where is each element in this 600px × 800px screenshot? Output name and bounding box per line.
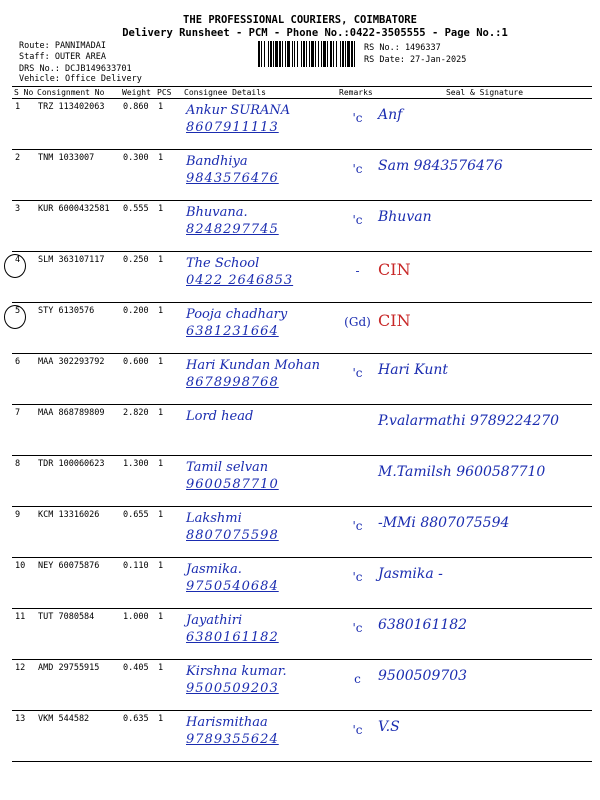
barcode-bar [294, 41, 295, 67]
barcode-bar [303, 41, 305, 67]
consignee-details [182, 660, 337, 711]
barcode-bar [345, 41, 346, 67]
barcode-bar [330, 41, 332, 67]
barcode-bar [287, 41, 290, 67]
consignee-phone: 9789355624 [186, 732, 279, 747]
serial-number-text: 1 [15, 102, 21, 112]
serial-number [12, 609, 35, 660]
consignee-phone: 9843576476 [186, 171, 279, 186]
col-header-weight: Weight [120, 87, 155, 99]
barcode-bar [336, 41, 337, 67]
barcode-bar [306, 41, 307, 67]
drs-number: DRS No.: DCJB149633701 [19, 64, 132, 74]
barcode-bar [315, 41, 316, 67]
table-row [12, 609, 592, 660]
signature [375, 354, 592, 405]
consignment-number: MAA 868789809 [35, 405, 120, 456]
consignee-name: Pooja chadhary [186, 307, 288, 322]
remark-mark: 'c [337, 99, 375, 150]
signature-text: 6380161182 [378, 617, 468, 633]
consignee-details [182, 405, 337, 456]
weight-value: 1.000 [120, 609, 155, 660]
weight-value: 0.110 [120, 558, 155, 609]
signature [375, 456, 592, 507]
serial-number-text: 2 [15, 153, 21, 163]
table-row [12, 252, 592, 303]
serial-number-text: 13 [15, 714, 26, 724]
signature [375, 99, 592, 150]
barcode-bar [273, 41, 274, 67]
weight-value: 2.820 [120, 405, 155, 456]
serial-number-text: 9 [15, 510, 21, 520]
serial-number [12, 456, 35, 507]
signature-text: Anf [378, 107, 403, 123]
pcs-value: 1 [155, 456, 182, 507]
table-header-row [12, 87, 592, 99]
barcode-bar [275, 41, 278, 67]
serial-number [12, 150, 35, 201]
barcode-bar [282, 41, 283, 67]
weight-value: 0.405 [120, 660, 155, 711]
consignee-details [182, 558, 337, 609]
consignee-details [182, 456, 337, 507]
pcs-value: 1 [155, 558, 182, 609]
consignee-details [182, 99, 337, 150]
handwritten-circle-mark [4, 254, 26, 278]
consignee-phone: 0422 2646853 [186, 273, 294, 288]
pcs-value: 1 [155, 711, 182, 762]
serial-number [12, 660, 35, 711]
document-subtitle: Delivery Runsheet - PCM - Phone No.:0422-3505555 - Page No.:1 [122, 27, 508, 39]
barcode-bar [261, 41, 262, 67]
consignee-details [182, 507, 337, 558]
serial-number-text: 4 [15, 255, 21, 265]
barcode-bar [327, 41, 328, 67]
signature [375, 660, 592, 711]
consignee-details [182, 609, 337, 660]
consignee-name: Kirshna kumar. [186, 664, 287, 679]
signature-text: P.valarmathi 9789224270 [378, 413, 560, 429]
consignee-details [182, 201, 337, 252]
serial-number-text: 8 [15, 459, 21, 469]
consignee-name: Lakshmi [186, 511, 242, 526]
consignee-name: The School [186, 256, 260, 271]
signature [375, 303, 592, 354]
remark-mark: 'c [337, 150, 375, 201]
signature [375, 201, 592, 252]
rs-number: RS No.: 1496337 [364, 43, 441, 53]
serial-number [12, 507, 35, 558]
barcode-bar [301, 41, 302, 67]
signature-text: 9500509703 [378, 668, 468, 684]
consignee-details [182, 354, 337, 405]
pcs-value: 1 [155, 354, 182, 405]
weight-value: 0.600 [120, 354, 155, 405]
table-row [12, 303, 592, 354]
col-header-consignee: Consignee Details [182, 87, 337, 99]
signature [375, 150, 592, 201]
signature-text: Bhuvan [378, 209, 432, 225]
serial-number [12, 711, 35, 762]
consignment-number: SLM 363107117 [35, 252, 120, 303]
pcs-value: 1 [155, 609, 182, 660]
signature-text: Jasmika - [378, 566, 443, 582]
consignee-details [182, 150, 337, 201]
pcs-value: 1 [155, 252, 182, 303]
serial-number [12, 201, 35, 252]
consignee-name: Lord head [186, 409, 254, 424]
serial-number-text: 10 [15, 561, 26, 571]
remark-mark: 'c [337, 558, 375, 609]
remark-mark [337, 456, 375, 507]
consignment-number: TDR 100060623 [35, 456, 120, 507]
consignee-name: Jayathiri [186, 613, 243, 628]
consignee-name: Jasmika. [186, 562, 242, 577]
consignee-phone: 8607911113 [186, 120, 279, 135]
barcode-image [258, 41, 356, 67]
signature [375, 405, 592, 456]
table-row [12, 99, 592, 150]
weight-value: 0.555 [120, 201, 155, 252]
pcs-value: 1 [155, 303, 182, 354]
barcode-bar [292, 41, 293, 67]
serial-number [12, 558, 35, 609]
weight-value: 1.300 [120, 456, 155, 507]
vehicle-text: Vehicle: Office Delivery [19, 74, 142, 84]
table-row [12, 507, 592, 558]
pcs-value: 1 [155, 405, 182, 456]
consignee-name: Tamil selvan [186, 460, 269, 475]
consignee-name: Ankur SURANA [186, 103, 291, 118]
consignee-details [182, 711, 337, 762]
signature-text: M.Tamilsh 9600587710 [378, 464, 546, 480]
barcode-bar [309, 41, 310, 67]
signature-text: V.S [378, 719, 400, 735]
consignment-number: TUT 7080584 [35, 609, 120, 660]
consignee-name: Harismithaa [186, 715, 268, 730]
table-row [12, 456, 592, 507]
barcode-bar [270, 41, 272, 67]
serial-number-text: 12 [15, 663, 26, 673]
consignee-phone: 9750540684 [186, 579, 279, 594]
consignment-number: TNM 1033007 [35, 150, 120, 201]
serial-number [12, 99, 35, 150]
pcs-value: 1 [155, 507, 182, 558]
col-header-remarks: Remarks [337, 87, 375, 99]
remark-mark: 'c [337, 609, 375, 660]
rs-date: RS Date: 27-Jan-2025 [364, 55, 467, 65]
serial-number [12, 354, 35, 405]
consignment-number: NEY 60075876 [35, 558, 120, 609]
table-row [12, 660, 592, 711]
serial-number-text: 7 [15, 408, 21, 418]
signature-text: CIN [378, 311, 411, 330]
consignee-name: Bhuvana. [186, 205, 248, 220]
barcode-bar [354, 41, 355, 67]
remark-mark: 'c [337, 201, 375, 252]
table-row [12, 150, 592, 201]
barcode-bar [264, 41, 265, 67]
serial-number [12, 303, 35, 354]
signature [375, 507, 592, 558]
remark-mark [337, 405, 375, 456]
table-row [12, 354, 592, 405]
consignee-phone: 8678998768 [186, 375, 279, 390]
col-header-consignment: Consignment No [35, 87, 120, 99]
barcode-bar [311, 41, 314, 67]
signature [375, 558, 592, 609]
barcode-bar [351, 41, 353, 67]
barcode-bar [342, 41, 344, 67]
serial-number-text: 3 [15, 204, 21, 214]
consignee-name: Hari Kundan Mohan [186, 358, 320, 373]
consignment-number: MAA 302293792 [35, 354, 120, 405]
remark-mark: c [337, 660, 375, 711]
remark-mark: 'c [337, 711, 375, 762]
consignee-details [182, 252, 337, 303]
barcode-bar [340, 41, 341, 67]
barcode-bar [323, 41, 326, 67]
weight-value: 0.200 [120, 303, 155, 354]
table-row [12, 558, 592, 609]
consignment-number: KCM 13316026 [35, 507, 120, 558]
staff-text: Staff: OUTER AREA [19, 52, 106, 62]
col-header-signature: Seal & Signature [375, 87, 592, 99]
table-row [12, 711, 592, 762]
consignment-number: TRZ 113402063 [35, 99, 120, 150]
weight-value: 0.635 [120, 711, 155, 762]
barcode-bar [347, 41, 350, 67]
signature-text: CIN [378, 260, 411, 279]
weight-value: 0.860 [120, 99, 155, 150]
consignee-phone: 6380161182 [186, 630, 279, 645]
barcode-bar [268, 41, 269, 67]
pcs-value: 1 [155, 150, 182, 201]
table-row [12, 405, 592, 456]
weight-value: 0.655 [120, 507, 155, 558]
serial-number-text: 6 [15, 357, 21, 367]
serial-number-text: 5 [15, 306, 21, 316]
col-header-pcs: PCS [155, 87, 182, 99]
document-title: THE PROFESSIONAL COURIERS, COIMBATORE [183, 14, 417, 26]
signature-text: -MMi 8807075594 [378, 515, 510, 531]
runsheet-table [12, 86, 592, 762]
signature [375, 252, 592, 303]
weight-value: 0.250 [120, 252, 155, 303]
consignee-phone: 9500509203 [186, 681, 279, 696]
remark-mark: 'c [337, 354, 375, 405]
consignee-phone: 6381231664 [186, 324, 279, 339]
barcode-bar [297, 41, 298, 67]
signature [375, 609, 592, 660]
serial-number [12, 252, 35, 303]
serial-number-text: 11 [15, 612, 26, 622]
consignment-number: VKM 544582 [35, 711, 120, 762]
remark-mark: (Gd) [337, 303, 375, 354]
remark-mark: 'c [337, 507, 375, 558]
barcode-bar [318, 41, 319, 67]
consignee-phone: 8807075598 [186, 528, 279, 543]
barcode-bar [258, 41, 260, 67]
pcs-value: 1 [155, 99, 182, 150]
consignment-number: AMD 29755915 [35, 660, 120, 711]
handwritten-circle-mark [4, 305, 26, 329]
table-row [12, 201, 592, 252]
barcode-bar [285, 41, 286, 67]
barcode-bar [321, 41, 322, 67]
consignee-details [182, 303, 337, 354]
consignee-phone: 8248297745 [186, 222, 279, 237]
signature [375, 711, 592, 762]
consignee-phone: 9600587710 [186, 477, 279, 492]
consignment-number: STY 6130576 [35, 303, 120, 354]
consignment-number: KUR 6000432581 [35, 201, 120, 252]
route-text: Route: PANNIMADAI [19, 41, 106, 51]
weight-value: 0.300 [120, 150, 155, 201]
barcode-bar [333, 41, 334, 67]
signature-text: Hari Kunt [378, 362, 448, 378]
pcs-value: 1 [155, 201, 182, 252]
barcode-bar [279, 41, 281, 67]
signature-text: Sam 9843576476 [378, 158, 503, 174]
remark-mark: - [337, 252, 375, 303]
col-header-sno: S No [14, 88, 34, 97]
consignee-name: Bandhiya [186, 154, 248, 169]
pcs-value: 1 [155, 660, 182, 711]
serial-number [12, 405, 35, 456]
